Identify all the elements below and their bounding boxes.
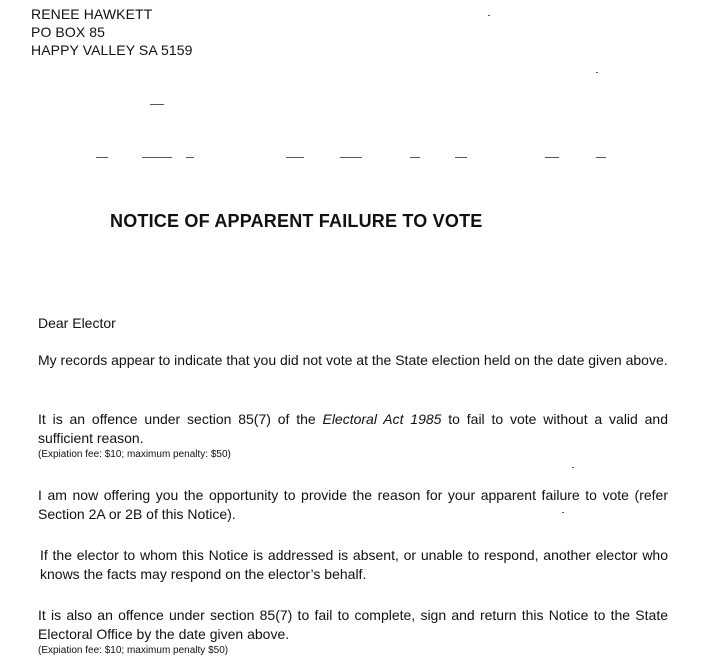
scan-speck <box>488 15 490 16</box>
scan-speck <box>455 157 467 158</box>
scan-speck <box>572 467 574 468</box>
scan-speck <box>150 104 164 105</box>
scan-speck <box>96 157 108 158</box>
recipient-locality: HAPPY VALLEY SA 5159 <box>31 42 193 58</box>
scan-speck <box>410 157 420 158</box>
scan-speck <box>186 157 194 158</box>
paragraph-offence-tail: to fail to vote without a valid and sufficient reason. <box>38 411 669 446</box>
paragraph-offence <box>38 410 668 462</box>
paragraph-records-text: My records appear to indicate that you did not vote at the State election held on the date given above. <box>38 352 668 368</box>
expiation-fee-note: (Expiation fee: $10; maximum penalty: $50) <box>38 449 231 460</box>
scan-speck <box>596 157 606 158</box>
scan-speck <box>596 72 598 73</box>
paragraph-opportunity <box>38 486 668 524</box>
recipient-po-box: PO BOX 85 <box>31 24 106 40</box>
paragraph-absent-elector-text: If the elector to whom this Notice is addressed is absent, or unable to respond, another elector who knows the facts may respond on the elector’s behalf. <box>40 547 668 582</box>
paragraph-absent-elector <box>40 546 668 584</box>
scan-speck <box>340 157 362 158</box>
paragraph-return-notice <box>38 606 668 658</box>
recipient-name: RENEE HAWKETT <box>31 6 153 22</box>
paragraph-return-notice-text: It is also an offence under section 85(7) to fail to complete, sign and return this Notice to the State Electoral Office by the date given above. <box>38 607 668 642</box>
salutation: Dear Elector <box>38 315 116 331</box>
paragraph-offence-lead: It is an offence under section 85(7) of the <box>38 411 323 427</box>
scan-speck <box>286 157 304 158</box>
notice-title: NOTICE OF APPARENT FAILURE TO VOTE <box>110 211 483 231</box>
recipient-address <box>31 5 193 59</box>
scan-speck <box>545 157 559 158</box>
paragraph-records <box>38 351 668 370</box>
scan-speck <box>142 157 172 158</box>
paragraph-opportunity-text: I am now offering you the opportunity to provide the reason for your apparent failure to vote (refer Section 2A or 2B of this Notice). <box>38 487 668 522</box>
expiation-fee-note-return: (Expiation fee: $10; maximum penalty $50) <box>38 645 229 656</box>
electoral-act-title: Electoral Act 1985 <box>322 411 442 427</box>
